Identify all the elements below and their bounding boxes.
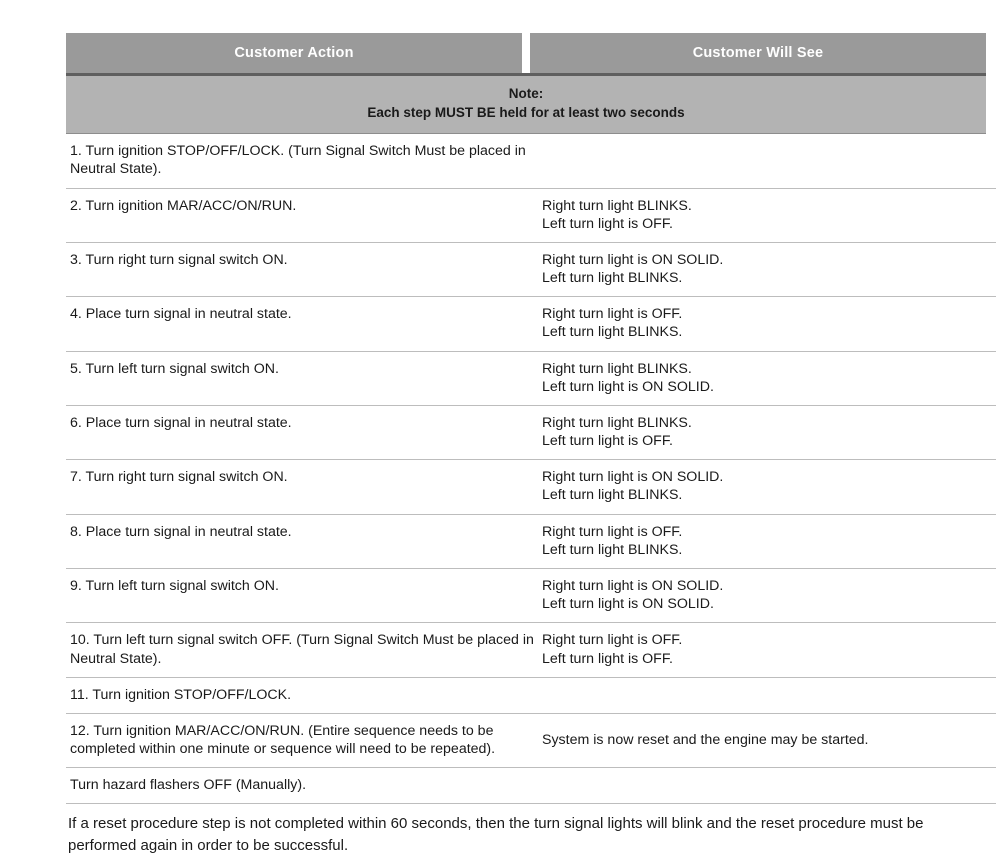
steps-table-body bbox=[66, 134, 996, 804]
row-action: 6. Place turn signal in neutral state. bbox=[66, 405, 538, 459]
table-header-row bbox=[66, 33, 986, 73]
will-see-line-1: Right turn light is ON SOLID. bbox=[542, 578, 724, 594]
will-see-line-2: Left turn light is OFF. bbox=[542, 433, 673, 450]
row-will-see bbox=[538, 242, 996, 296]
note-band bbox=[66, 73, 986, 134]
row-will-see bbox=[538, 351, 996, 405]
table-row bbox=[66, 768, 996, 804]
row-will-see bbox=[538, 677, 996, 713]
will-see-line-2: Left turn light is ON SOLID. bbox=[542, 378, 714, 395]
table-row bbox=[66, 134, 996, 188]
footnote-text: If a reset procedure step is not completed within 60 seconds, then the turn signal lights will blink and the reset procedure must be performed again in order to be successful. bbox=[68, 815, 924, 855]
table-row bbox=[66, 569, 996, 623]
table-row bbox=[66, 242, 996, 296]
row-will-see bbox=[538, 297, 996, 351]
will-see-line-2: Left turn light is OFF. bbox=[542, 215, 673, 232]
row-action: 9. Turn left turn signal switch ON. bbox=[66, 569, 538, 623]
will-see-line-2: Left turn light is ON SOLID. bbox=[542, 596, 714, 613]
row-action: 11. Turn ignition STOP/OFF/LOCK. bbox=[66, 677, 538, 713]
will-see-line-1: System is now reset and the engine may be started. bbox=[542, 731, 869, 748]
will-see-line-2: Left turn light BLINKS. bbox=[542, 487, 683, 504]
row-will-see bbox=[538, 623, 996, 677]
row-action: 2. Turn ignition MAR/ACC/ON/RUN. bbox=[66, 188, 538, 242]
header-customer-action: Customer Action bbox=[66, 33, 522, 73]
table-row bbox=[66, 677, 996, 713]
will-see-line-1: Right turn light BLINKS. bbox=[542, 414, 692, 431]
will-see-line-2: Left turn light BLINKS. bbox=[542, 324, 683, 341]
note-title: Note: bbox=[508, 86, 544, 101]
row-action: 10. Turn left turn signal switch OFF. (Turn Signal Switch Must be placed in Neutral State). bbox=[66, 623, 538, 677]
table-row bbox=[66, 405, 996, 459]
will-see-line-1: Right turn light is OFF. bbox=[542, 632, 683, 649]
row-will-see bbox=[538, 713, 996, 767]
header-gap bbox=[522, 33, 530, 73]
will-see-line-2: Left turn light is OFF. bbox=[542, 650, 673, 667]
row-action: 1. Turn ignition STOP/OFF/LOCK. (Turn Signal Switch Must be placed in Neutral State). bbox=[66, 134, 538, 188]
will-see-line-2: Left turn light BLINKS. bbox=[542, 270, 683, 287]
table-row bbox=[66, 188, 996, 242]
row-will-see bbox=[538, 405, 996, 459]
will-see-line-1: Right turn light BLINKS. bbox=[542, 197, 692, 214]
row-will-see bbox=[538, 514, 996, 568]
table-row bbox=[66, 713, 996, 767]
will-see-line-1: Right turn light is OFF. bbox=[542, 306, 683, 323]
table-row bbox=[66, 460, 996, 514]
row-action: Turn hazard flashers OFF (Manually). bbox=[66, 768, 538, 804]
row-will-see bbox=[538, 768, 996, 804]
row-will-see bbox=[538, 569, 996, 623]
row-action: 4. Place turn signal in neutral state. bbox=[66, 297, 538, 351]
row-action: 8. Place turn signal in neutral state. bbox=[66, 514, 538, 568]
row-will-see bbox=[538, 188, 996, 242]
table-row bbox=[66, 351, 996, 405]
row-will-see bbox=[538, 134, 996, 188]
row-action: 3. Turn right turn signal switch ON. bbox=[66, 242, 538, 296]
row-action: 5. Turn left turn signal switch ON. bbox=[66, 351, 538, 405]
will-see-line-2: Left turn light BLINKS. bbox=[542, 541, 683, 558]
will-see-line-1: Right turn light BLINKS. bbox=[542, 360, 692, 377]
table-row bbox=[66, 623, 996, 677]
will-see-line-1: Right turn light is ON SOLID. bbox=[542, 251, 724, 268]
will-see-line-1: Right turn light is OFF. bbox=[542, 523, 683, 540]
row-will-see bbox=[538, 460, 996, 514]
reset-procedure-table bbox=[66, 33, 986, 857]
table-row bbox=[66, 514, 996, 568]
header-customer-will-see: Customer Will See bbox=[530, 33, 986, 73]
steps-table bbox=[66, 134, 996, 804]
note-text: Each step MUST BE held for at least two seconds bbox=[367, 104, 685, 120]
will-see-line-1: Right turn light is ON SOLID. bbox=[542, 469, 724, 486]
row-action: 12. Turn ignition MAR/ACC/ON/RUN. (Entire sequence needs to be completed within one minute or sequence will need to be repeated). bbox=[66, 713, 538, 767]
table-row bbox=[66, 297, 996, 351]
row-action: 7. Turn right turn signal switch ON. bbox=[66, 460, 538, 514]
